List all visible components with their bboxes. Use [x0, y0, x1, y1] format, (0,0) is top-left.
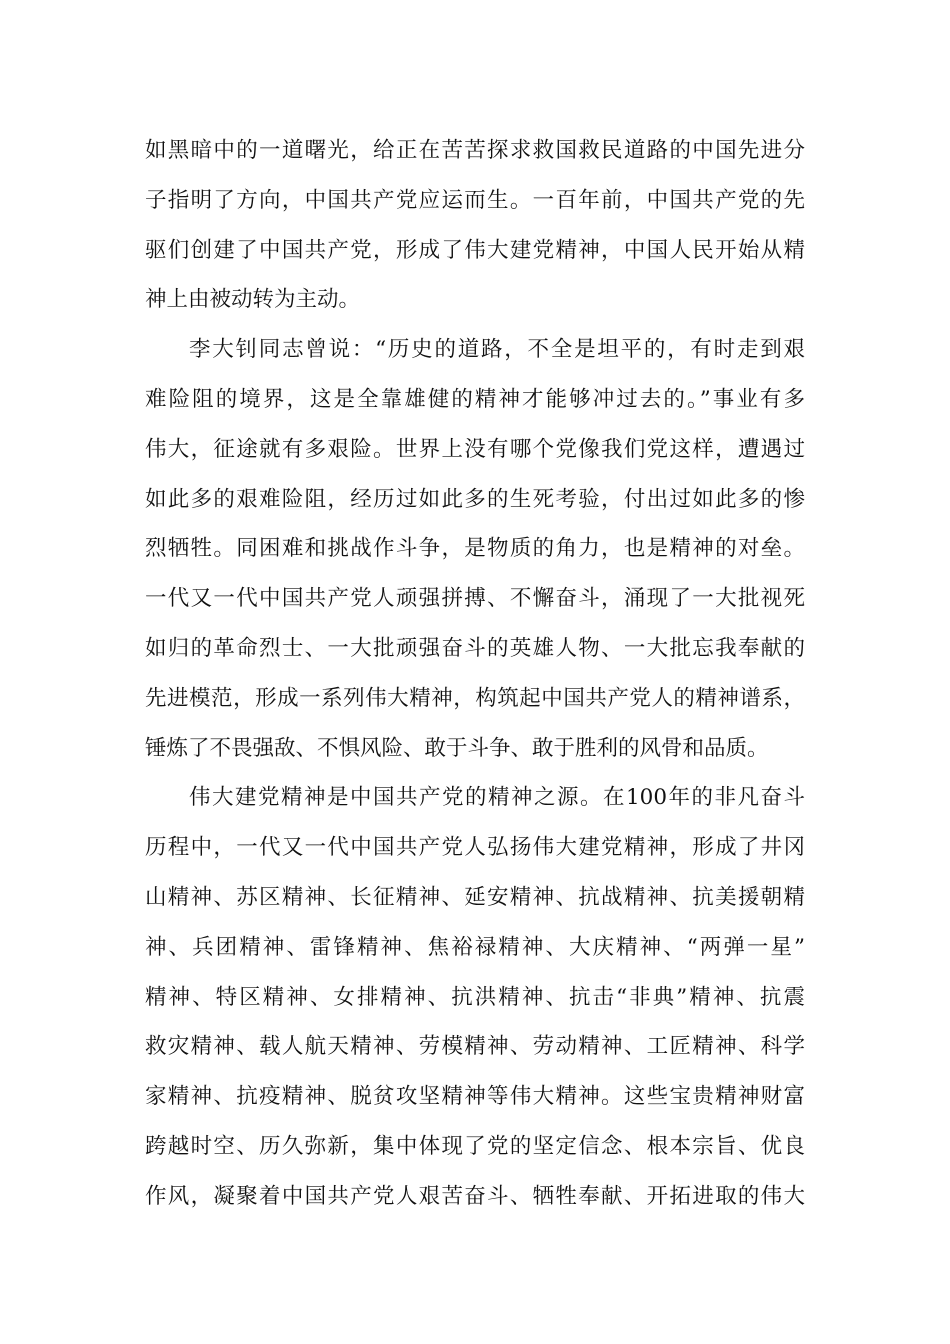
text-line: 如黑暗中的一道曙光，给正在苦苦探求救国救民道路的中国先进分	[145, 138, 805, 163]
text-line: 跨越时空、历久弥新，集中体现了党的坚定信念、根本宗旨、优良	[145, 1133, 805, 1159]
text-line: 锤炼了不畏强敌、不惧风险、敢于斗争、敢于胜利的风骨和品质。	[145, 735, 769, 761]
text-line: 伟大，征途就有多艰险。世界上没有哪个党像我们党这样，遭遇过	[145, 436, 805, 462]
text-line: 伟大建党精神是中国共产党的精神之源。在100年的非凡奋斗	[189, 785, 805, 811]
text-line: 难险阻的境界，这是全靠雄健的精神才能够冲过去的。”事业有多	[145, 386, 805, 412]
text-line: 神、兵团精神、雷锋精神、焦裕禄精神、大庆精神、“两弹一星”	[145, 934, 805, 960]
text-line: 子指明了方向，中国共产党应运而生。一百年前，中国共产党的先	[145, 187, 805, 213]
text-line: 先进模范，形成一系列伟大精神，构筑起中国共产党人的精神谱系，	[145, 685, 805, 711]
text-line: 救灾精神、载人航天精神、劳模精神、劳动精神、工匠精神、科学	[145, 1034, 805, 1060]
text-line: 历程中，一代又一代中国共产党人弘扬伟大建党精神，形成了井冈	[145, 835, 805, 861]
text-line: 家精神、抗疫精神、脱贫攻坚精神等伟大精神。这些宝贵精神财富	[145, 1084, 805, 1110]
text-line: 神上由被动转为主动。	[145, 287, 361, 313]
text-line: 如归的革命烈士、一大批顽强奋斗的英雄人物、一大批忘我奉献的	[145, 635, 805, 661]
text-line: 作风，凝聚着中国共产党人艰苦奋斗、牺牲奉献、开拓进取的伟大	[145, 1183, 805, 1209]
text-line: 李大钊同志曾说：“历史的道路，不全是坦平的，有时走到艰	[189, 337, 805, 363]
text-line: 一代又一代中国共产党人顽强拼搏、不懈奋斗，涌现了一大批视死	[145, 586, 805, 612]
text-line: 驱们创建了中国共产党，形成了伟大建党精神，中国人民开始从精	[145, 237, 805, 263]
text-line: 如此多的艰难险阻，经历过如此多的生死考验，付出过如此多的惨	[145, 486, 805, 512]
text-line: 精神、特区精神、女排精神、抗洪精神、抗击“非典”精神、抗震	[145, 984, 805, 1010]
text-line: 烈牺牲。同困难和挑战作斗争，是物质的角力，也是精神的对垒。	[145, 536, 805, 562]
text-line: 山精神、苏区精神、长征精神、延安精神、抗战精神、抗美援朝精	[145, 884, 805, 910]
body-text	[145, 126, 805, 1222]
